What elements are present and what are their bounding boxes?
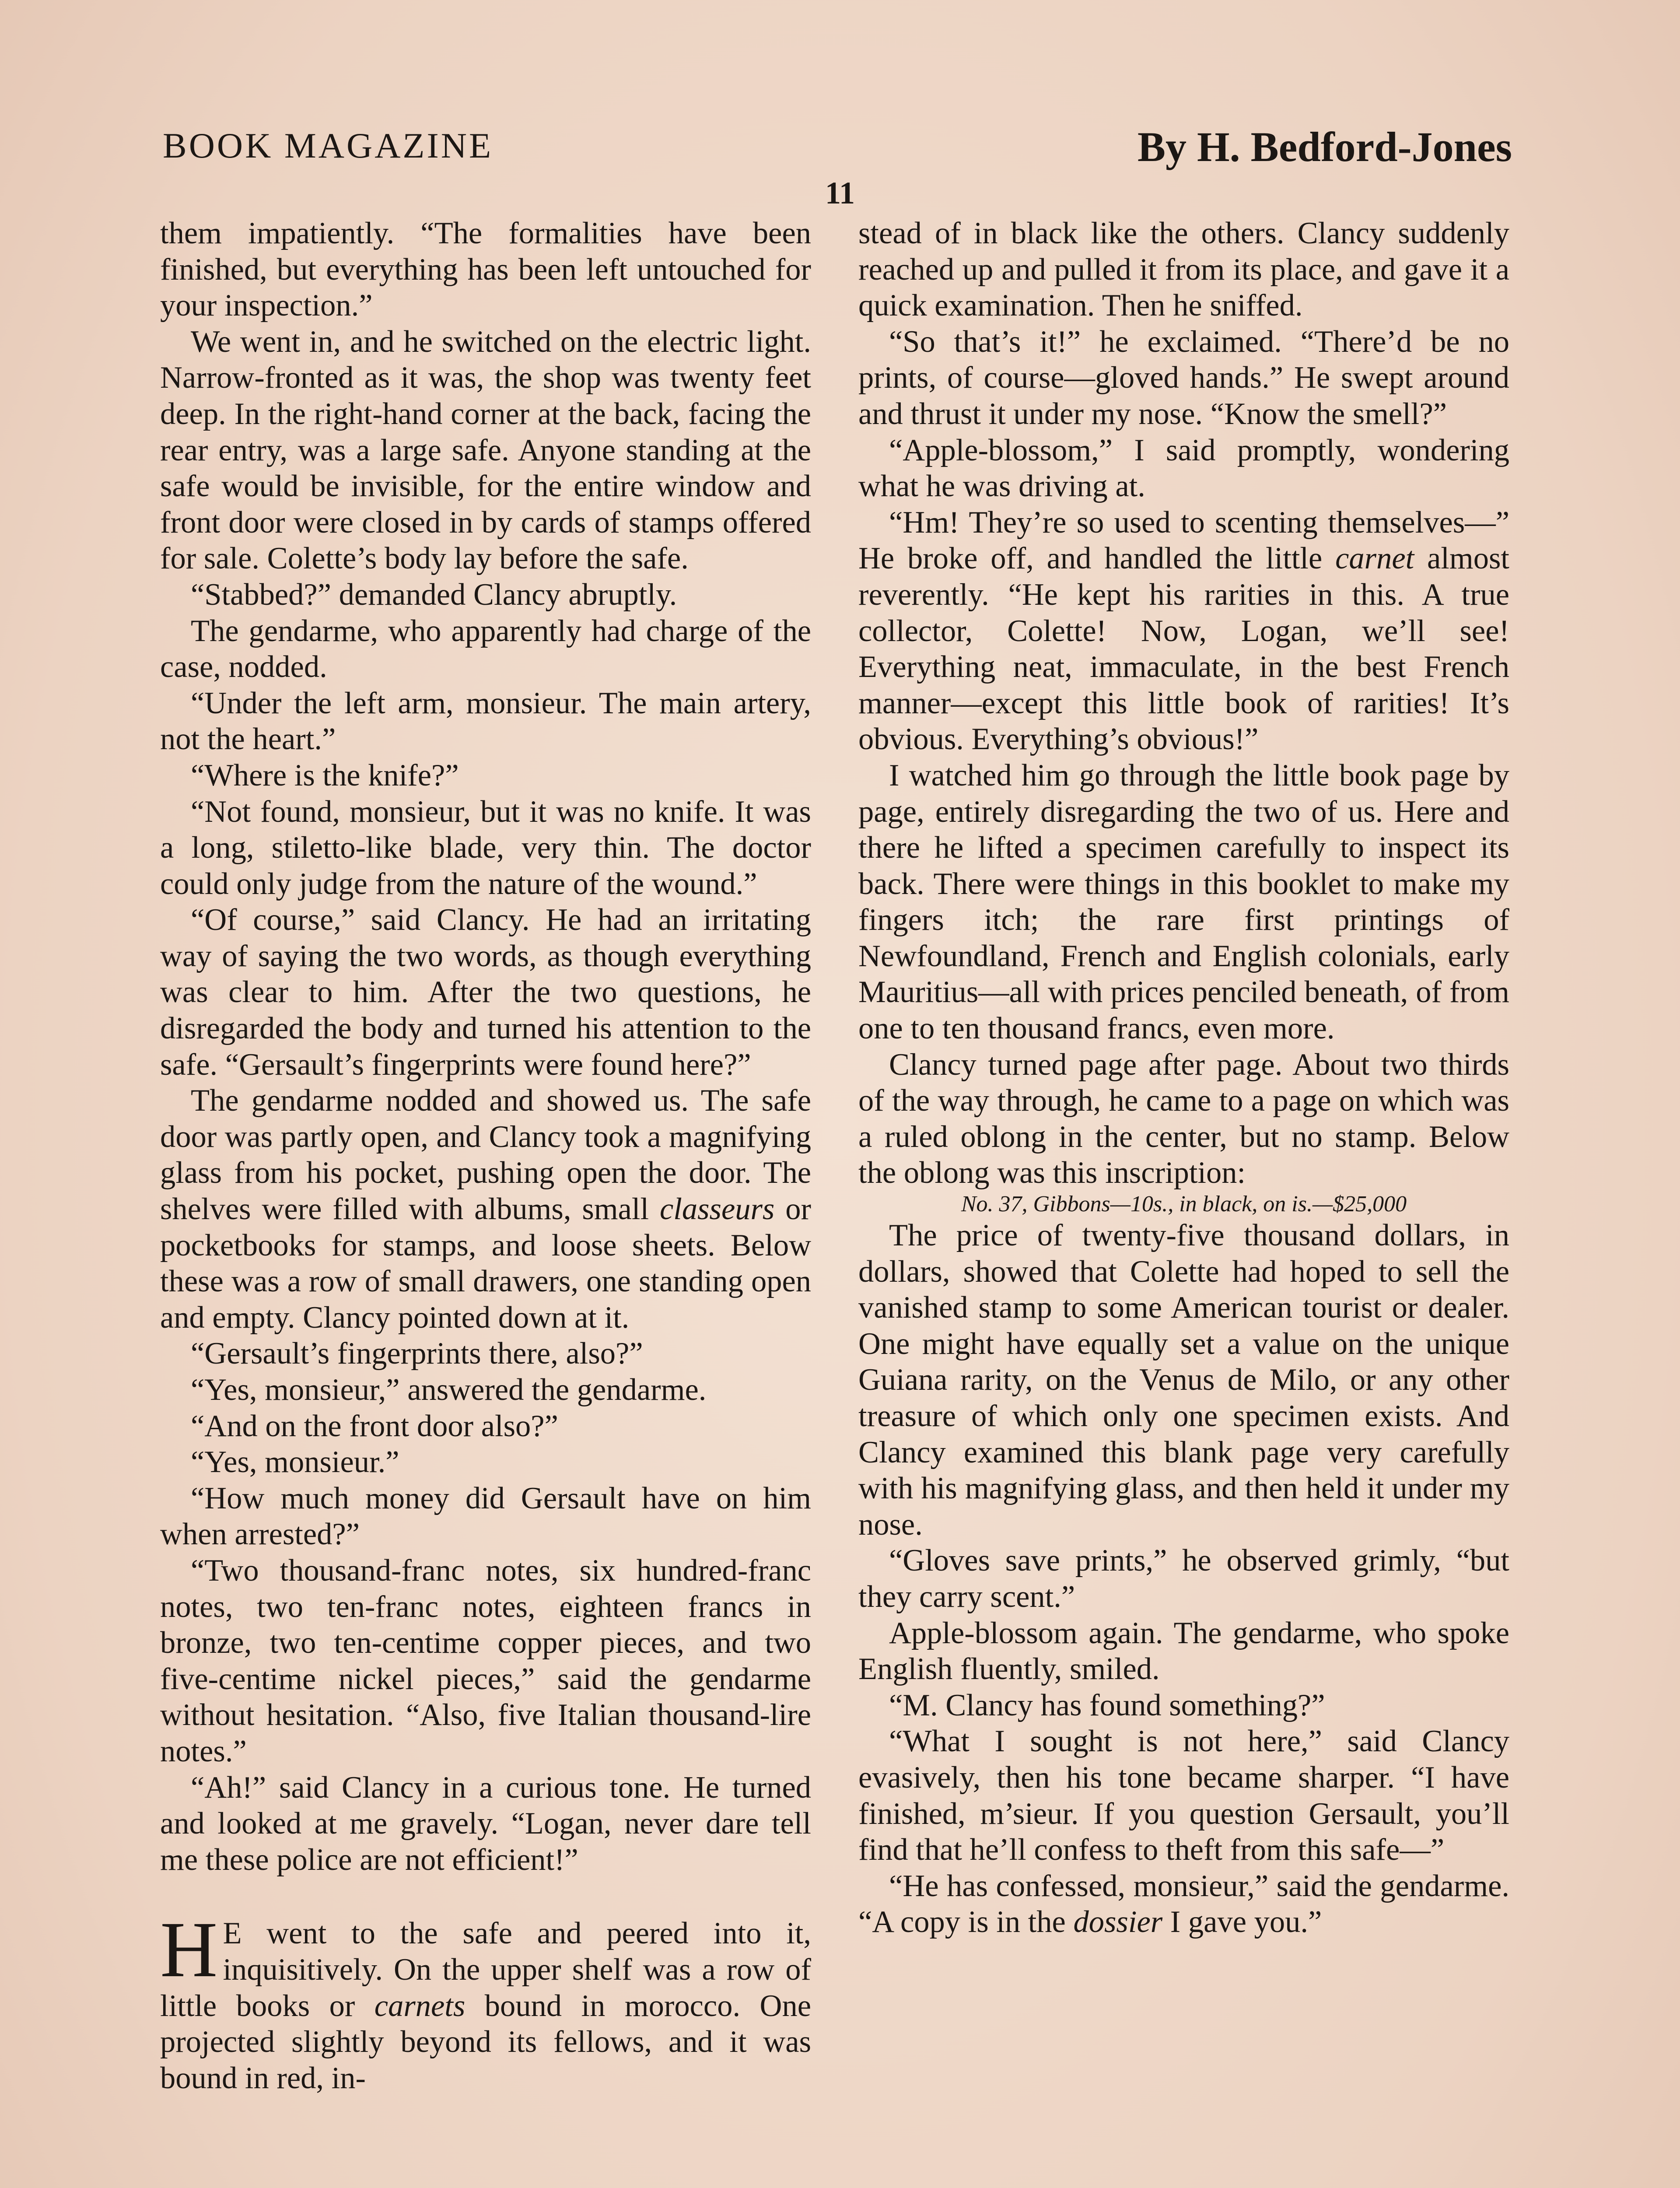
paragraph: them impatiently. “The formalities have been finished, but everything has been left untouched for your inspection.” [160,216,811,323]
paragraph: “Yes, monsieur.” [191,1445,399,1480]
paragraph: “Apple-blossom,” I said promptly, wondering what he was driving at. [858,433,1509,504]
paragraph: The gendarme, who apparently had charge of the case, nodded. [160,614,811,684]
italic-term: dossier [1073,1905,1163,1939]
text-run: or pocketbooks for stamps, and loose sheets. Below these was a row of small drawers, one standing open and empty. Clancy pointed down at it. [160,1192,811,1335]
paragraph: stead of in black like the others. Clancy suddenly reached up and pulled it from its place, and gave it a quick examination. Then he sniffed. [858,216,1509,323]
paragraph: “So that’s it!” he exclaimed. “There’d be no prints, of course—gloved hands.” He swept around and thrust it under my nose. “Know the smell?” [858,324,1509,431]
paragraph: Clancy turned page after page. About two thirds of the way through, he came to a page on which was a ruled oblong in the center, but no stamp. Below the oblong was this inscription: [858,1047,1509,1190]
drop-cap: H [160,1906,218,1994]
left-column [160,215,811,2096]
paragraph: “M. Clancy has found something?” [889,1688,1325,1722]
paragraph: “And on the front door also?” [191,1409,558,1443]
paragraph: “Of course,” said Clancy. He had an irritating way of saying the two words, as though everything was clear to him. After the two questions, he disregarded the body and turned his attention to the safe. “Gersault’s fingerprints were found here?” [160,903,811,1082]
paragraph: “Yes, monsieur,” answered the gendarme. [191,1373,707,1407]
italic-term: carnets [374,1988,466,2023]
page-number: 11 [825,175,855,210]
text-run: E went to the safe and peered into it, inquisitively. On the upper shelf was a row of little books or [160,1916,811,2023]
stamp-inscription: No. 37, Gibbons—10s., in black, on is.—$25,000 [961,1192,1407,1217]
paragraph [858,505,1509,757]
running-header-author: By H. Bedford-Jones [1137,123,1512,170]
text-run: The gendarme nodded and showed us. The safe door was partly open, and Clancy took a magnifying glass from his pocket, pushing open the door. The shelves were filled with albums, small [160,1083,811,1227]
paragraph: We went in, and he switched on the electric light. Narrow-fronted as it was, the shop was twenty feet deep. In the right-hand corner at the back, facing the rear entry, was a large safe. Anyone standing at the safe would be invisible, for the entire window and front door were closed in by cards of stamps offered for sale. Colette’s body lay before the safe. [160,324,811,576]
section-paragraph [160,1906,811,2096]
paragraph: Apple-blossom again. The gendarme, who spoke English fluently, smiled. [858,1616,1509,1687]
paragraph: “Stabbed?” demanded Clancy abruptly. [191,577,677,612]
paragraph: “What I sought is not here,” said Clancy evasively, then his tone became sharper. “I have finished, m’sieur. If you question Gersault, you’ll find that he’ll confess to theft from this safe—” [858,1724,1509,1867]
text-run: I gave you.” [1162,1905,1322,1939]
paragraph [858,1868,1509,1940]
paragraph: “Ah!” said Clancy in a curious tone. He turned and looked at me gravely. “Logan, never dare tell me these police are not efficient!” [160,1770,811,1877]
text-run: bound in morocco. One projected slightly beyond its fellows, and it was bound in red, in- [160,1988,811,2095]
paragraph: “How much money did Gersault have on him when arrested?” [160,1481,811,1552]
text-run: almost reverently. “He kept his rarities in this. A true collector, Colette! Now, Logan, we’ll see! Everything neat, immaculate, in the best French manner—except this little book of rarities! It’s obvious. Everything’s obvious!” [858,541,1509,757]
paragraph: The price of twenty-five thousand dollars, in dollars, showed that Colette had hoped to sell the vanished stamp to some American tourist or dealer. One might have equally set a value on the unique Guiana rarity, on the Venus de Milo, or any other treasure of which only one specimen exists. And Clancy examined this blank page very carefully with his magnifying glass, and then held it under my nose. [858,1218,1509,1542]
text-run: “He has confessed, monsieur,” said the gendarme. “A copy is in the [858,1869,1509,1939]
italic-term: carnet [1335,541,1414,576]
paragraph: “Two thousand-franc notes, six hundred-franc notes, two ten-franc notes, eighteen francs in bronze, two ten-centime copper pieces, and two five-centime nickel pieces,” said the gendarme without hesitation. “Also, five Italian thousand-lire notes.” [160,1553,811,1768]
right-column [858,215,1509,1940]
running-header-title: BOOK MAGAZINE [163,126,494,165]
paragraph [160,1083,811,1336]
paragraph: “Under the left arm, monsieur. The main artery, not the heart.” [160,686,811,757]
paragraph: “Not found, monsieur, but it was no knife. It was a long, stiletto-like blade, very thin. The doctor could only judge from the nature of the wound.” [160,794,811,901]
italic-term: classeurs [659,1192,775,1227]
paragraph: “Where is the knife?” [191,758,459,792]
paragraph: “Gersault’s fingerprints there, also?” [191,1336,643,1371]
paragraph: I watched him go through the little book page by page, entirely disregarding the two of us. Here and there he lifted a specimen carefully to inspect its back. There were things in this booklet to make my fingers itch; the rare first printings of Newfoundland, French and English colonials, early Mauritius—all with prices penciled beneath, of from one to ten thousand francs, even more. [858,758,1509,1046]
text-run: “Hm! They’re so used to scenting themselves—” He broke off, and handled the little [858,505,1509,576]
paragraph: “Gloves save prints,” he observed grimly, “but they carry scent.” [858,1543,1509,1614]
